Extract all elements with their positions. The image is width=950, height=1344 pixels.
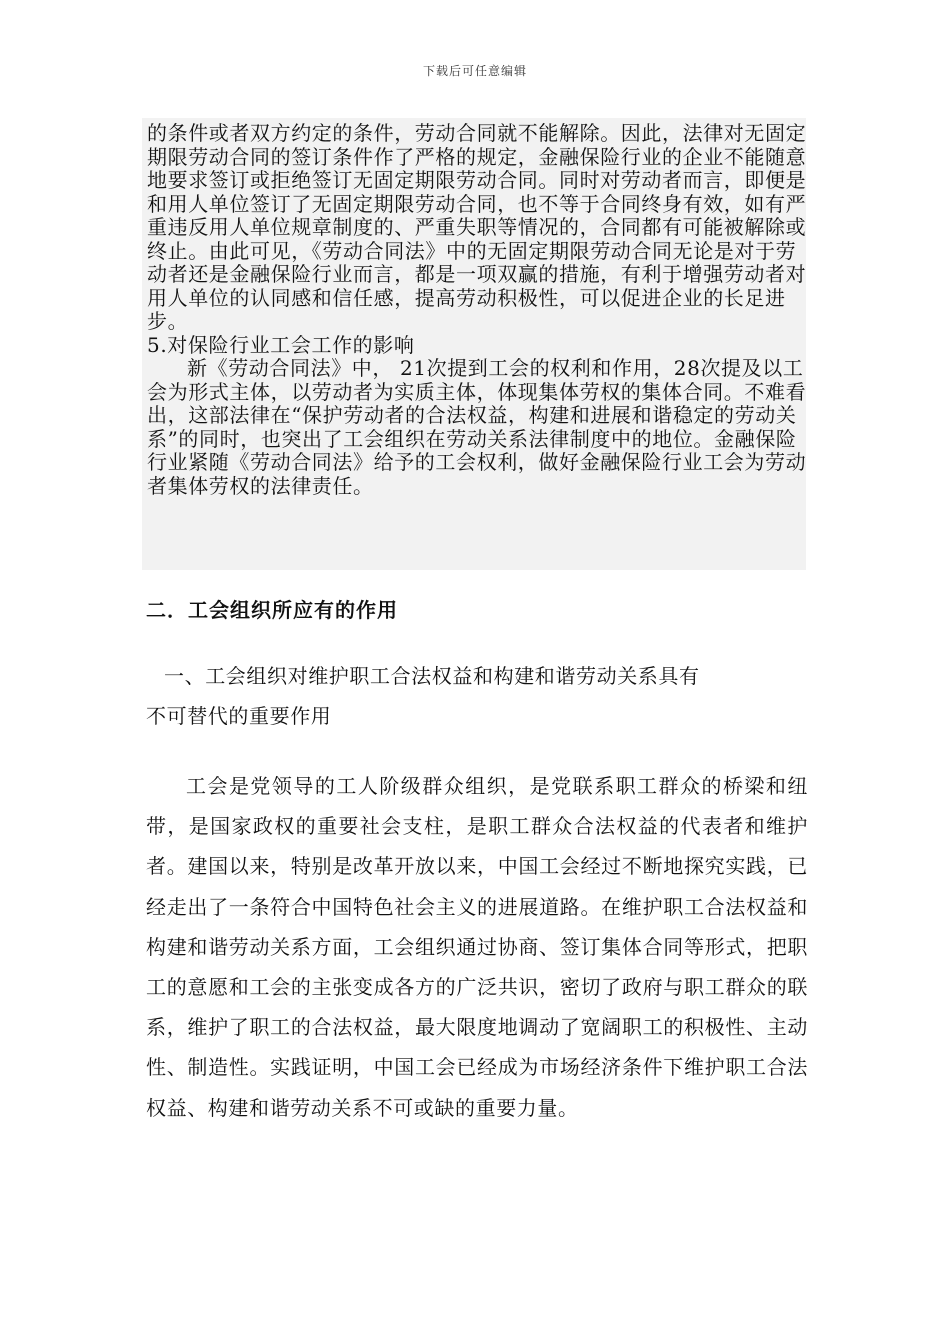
section-5-heading: 5.对保险行业工会工作的影响 — [147, 332, 415, 357]
subheading-line-2: 不可替代的重要作用 — [146, 704, 332, 728]
subheading-line-1: 一、工会组织对维护职工合法权益和构建和谐劳动关系具有 — [164, 664, 700, 688]
shaded-paragraph-2: 新《劳动合同法》中， 21次提到工会的权利和作用，28次提及以工会为形式主体，以劳动者为实质主体，体现集体劳权的集体合同。不难看出，这部法律在“保护劳动者的合法权益，构建和进展和谐稳定的劳动关系”的同时，也突出了工会组织在劳动关系法律制度中的地位。金融保险行业紧随《劳动合同法》给予的工会权利，做好金融保险行业工会为劳动者集体劳权的法律责任。 — [147, 356, 807, 498]
section-title: 二．工会组织所应有的作用 — [146, 598, 398, 622]
body-paragraph: 工会是党领导的工人阶级群众组织，是党联系职工群众的桥梁和纽带，是国家政权的重要社会支柱，是职工群众合法权益的代表者和维护者。建国以来，特别是改革开放以来，中国工会经过不断地探究实践，已经走出了一条符合中国特色社会主义的进展道路。在维护职工合法权益和构建和谐劳动关系方面，工会组织通过协商、签订集体合同等形式，把职工的意愿和工会的主张变成各方的广泛共识，密切了政府与职工群众的联系，维护了职工的合法权益，最大限度地调动了宽阔职工的积极性、主动性、制造性。实践证明，中国工会已经成为市场经济条件下维护职工合法权益、构建和谐劳动关系不可或缺的重要力量。 — [146, 774, 808, 1120]
subheading — [146, 656, 806, 736]
body-text-block — [146, 766, 808, 1128]
shaded-text-block — [147, 122, 807, 498]
page-header: 下载后可任意编辑 — [422, 64, 527, 78]
shaded-paragraph-1: 的条件或者双方约定的条件，劳动合同就不能解除。因此，法律对无固定期限劳动合同的签订条件作了严格的规定，金融保险行业的企业不能随意地要求签订或拒绝签订无固定期限劳动合同。同时对劳动者而言，即便是和用人单位签订了无固定期限劳动合同，也不等于合同终身有效，如有严重违反用人单位规章制度的、严重失职等情况的，合同都有可能被解除或终止。由此可见，《劳动合同法》中的无固定期限劳动合同无论是对于劳动者还是金融保险行业而言，都是一项双赢的措施，有利于增强劳动者对用人单位的认同感和信任感，提高劳动积极性，可以促进企业的长足进步。 — [147, 121, 807, 333]
